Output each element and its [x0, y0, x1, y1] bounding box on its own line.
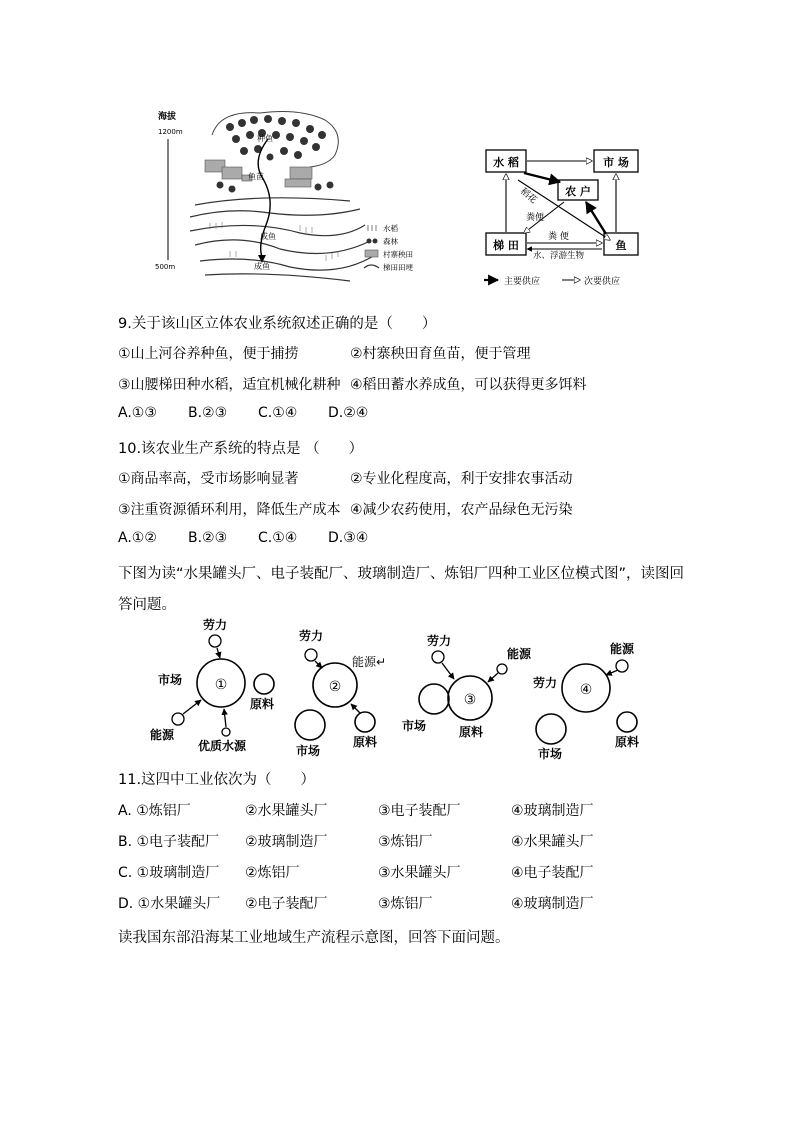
- node-farmer-label: 农 户: [565, 185, 591, 198]
- q11-c-2: ②炼铝厂: [245, 865, 300, 881]
- q11-a-2: ②水果罐头厂: [245, 803, 328, 819]
- q10-statement-4: ④减少农药使用，农产品绿色无污染: [350, 502, 573, 518]
- q10-options: [0, 530, 794, 550]
- d2-material: 原料: [353, 735, 378, 749]
- node-market-label: 市 场: [603, 156, 629, 169]
- d3-labor: 劳力: [427, 634, 452, 648]
- q10-statement-1: ①商品率高，受市场影响显著: [118, 471, 299, 487]
- d3-market: 市场: [402, 719, 427, 733]
- terrace-ridges: [190, 198, 375, 281]
- q10-option-b[interactable]: B.②③: [188, 530, 228, 546]
- q10-stem: 10.该农业生产系统的特点是 （ ）: [118, 441, 364, 457]
- label-seed-fish: 种鱼: [257, 134, 273, 143]
- altitude-label: 海拔: [158, 112, 177, 122]
- terrain-figure: [150, 105, 420, 285]
- d2-energy: 能源↵: [352, 655, 387, 669]
- q9-option-d[interactable]: D.②④: [328, 405, 369, 421]
- location-figure: [140, 612, 660, 760]
- d2-labor: 劳力: [299, 629, 324, 643]
- label-fry: 鱼苗: [248, 172, 264, 181]
- d4-energy: 能源: [610, 642, 635, 656]
- legend-village: 村寨秧田: [383, 250, 413, 259]
- arrow-rice-farmer: [524, 173, 560, 182]
- d1-water: 优质水源: [198, 739, 247, 753]
- q11-b-2: ②玻璃制造厂: [245, 834, 328, 850]
- label-adult-fish-2: 成鱼: [254, 262, 270, 271]
- edge-manure-2: 粪 便: [548, 232, 569, 242]
- intro12: 读我国东部沿海某工业地域生产流程示意图，回答下面问题。: [118, 930, 510, 946]
- q11-d-3: ③炼铝厂: [378, 896, 433, 912]
- edge-aquatic: 水、浮游生物: [533, 251, 585, 261]
- q11-c-4: ④电子装配厂: [511, 865, 594, 881]
- q10-option-d[interactable]: D.③④: [328, 530, 369, 546]
- q9-options: [0, 405, 794, 425]
- q11-d-1: D. ①水果罐头厂: [118, 896, 221, 912]
- legend-forest: 森林: [383, 237, 398, 246]
- flow-legend-primary: 主要供应: [504, 277, 541, 287]
- edge-manure-1: 粪便: [526, 213, 545, 223]
- q11-option-row-c[interactable]: [0, 862, 794, 882]
- legend-rice: 水稻: [383, 224, 398, 233]
- flow-legend-secondary: 次要供应: [584, 277, 621, 287]
- q9-option-c[interactable]: C.①④: [258, 405, 298, 421]
- q11-d-2: ②电子装配厂: [245, 896, 328, 912]
- q11-a-4: ④玻璃制造厂: [511, 803, 594, 819]
- q11-option-row-a[interactable]: [0, 800, 794, 820]
- diagram-4: [536, 660, 637, 744]
- forest-area: [217, 115, 334, 193]
- q11-b-1: B. ①电子装配厂: [118, 834, 220, 850]
- q11-stem: 11.这四中工业依次为（ ）: [118, 772, 316, 788]
- d3-center: ③: [463, 692, 477, 708]
- legend-ridge: 梯田田埂: [383, 263, 413, 272]
- q11-d-4: ④玻璃制造厂: [511, 896, 594, 912]
- q11-option-row-d[interactable]: [0, 893, 794, 913]
- q9-statement-4: ④稻田蓄水养成鱼，可以获得更多饵料: [350, 377, 587, 393]
- q10-statement-3: ③注重资源循环利用，降低生产成本: [118, 502, 341, 518]
- d3-material: 原料: [459, 725, 484, 739]
- d1-labor: 劳力: [203, 618, 228, 632]
- q11-option-row-b[interactable]: [0, 831, 794, 851]
- q11-a-1: A. ①炼铝厂: [118, 803, 191, 819]
- altitude-top: 1200m: [158, 128, 183, 136]
- q11-c-1: C. ①玻璃制造厂: [118, 865, 220, 881]
- d4-center: ④: [579, 682, 593, 698]
- node-rice-label: 水 稻: [493, 156, 519, 169]
- q11-c-3: ③水果罐头厂: [378, 865, 461, 881]
- label-adult-fish-1: 成鱼: [260, 232, 276, 241]
- d1-material: 原料: [250, 697, 275, 711]
- flow-figure: [478, 140, 648, 290]
- terrain-legend: [364, 223, 413, 272]
- mountain-outline: [212, 112, 338, 175]
- d1-market: 市场: [158, 673, 183, 687]
- q9-statement-3: ③山腰梯田种水稻，适宜机械化耕种: [118, 377, 341, 393]
- q10-statement-2: ②专业化程度高，利于安排农事活动: [350, 471, 573, 487]
- q9-statement-2: ②村寨秧田育鱼苗，便于管理: [350, 346, 531, 362]
- q9-option-b[interactable]: B.②③: [188, 405, 228, 421]
- edge-rice-flower: 稻花: [518, 186, 539, 206]
- intro11-line1: 下图为读“水果罐头厂、电子装配厂、玻璃制造厂、炼铝厂四种工业区位模式图”，读图回: [118, 566, 685, 582]
- q10-option-c[interactable]: C.①④: [258, 530, 298, 546]
- q11-a-3: ③电子装配厂: [378, 803, 461, 819]
- node-terrace-label: 梯 田: [493, 239, 519, 252]
- intro11-line2: 答问题。: [118, 597, 176, 613]
- d4-material: 原料: [615, 735, 640, 749]
- q11-b-3: ③炼铝厂: [378, 834, 433, 850]
- d1-energy: 能源: [150, 728, 175, 742]
- q11-b-4: ④水果罐头厂: [511, 834, 594, 850]
- q9-stem: 9.关于该山区立体农业系统叙述正确的是（ ）: [118, 316, 437, 332]
- diagram-3: [419, 651, 507, 720]
- q9-statement-1: ①山上河谷养种鱼，便于捕捞: [118, 346, 299, 362]
- d1-center: ①: [214, 677, 228, 693]
- d4-market: 市场: [538, 747, 563, 760]
- d2-center: ②: [328, 679, 342, 695]
- q10-option-a[interactable]: A.①②: [118, 530, 157, 546]
- arrow-fish-farmer: [586, 202, 606, 234]
- altitude-bottom: 500m: [155, 263, 176, 271]
- d3-energy: 能源: [507, 647, 532, 661]
- node-fish-label: 鱼: [615, 239, 627, 252]
- d2-market: 市场: [296, 744, 321, 758]
- d4-labor: 劳力: [533, 676, 558, 690]
- q9-option-a[interactable]: A.①③: [118, 405, 157, 421]
